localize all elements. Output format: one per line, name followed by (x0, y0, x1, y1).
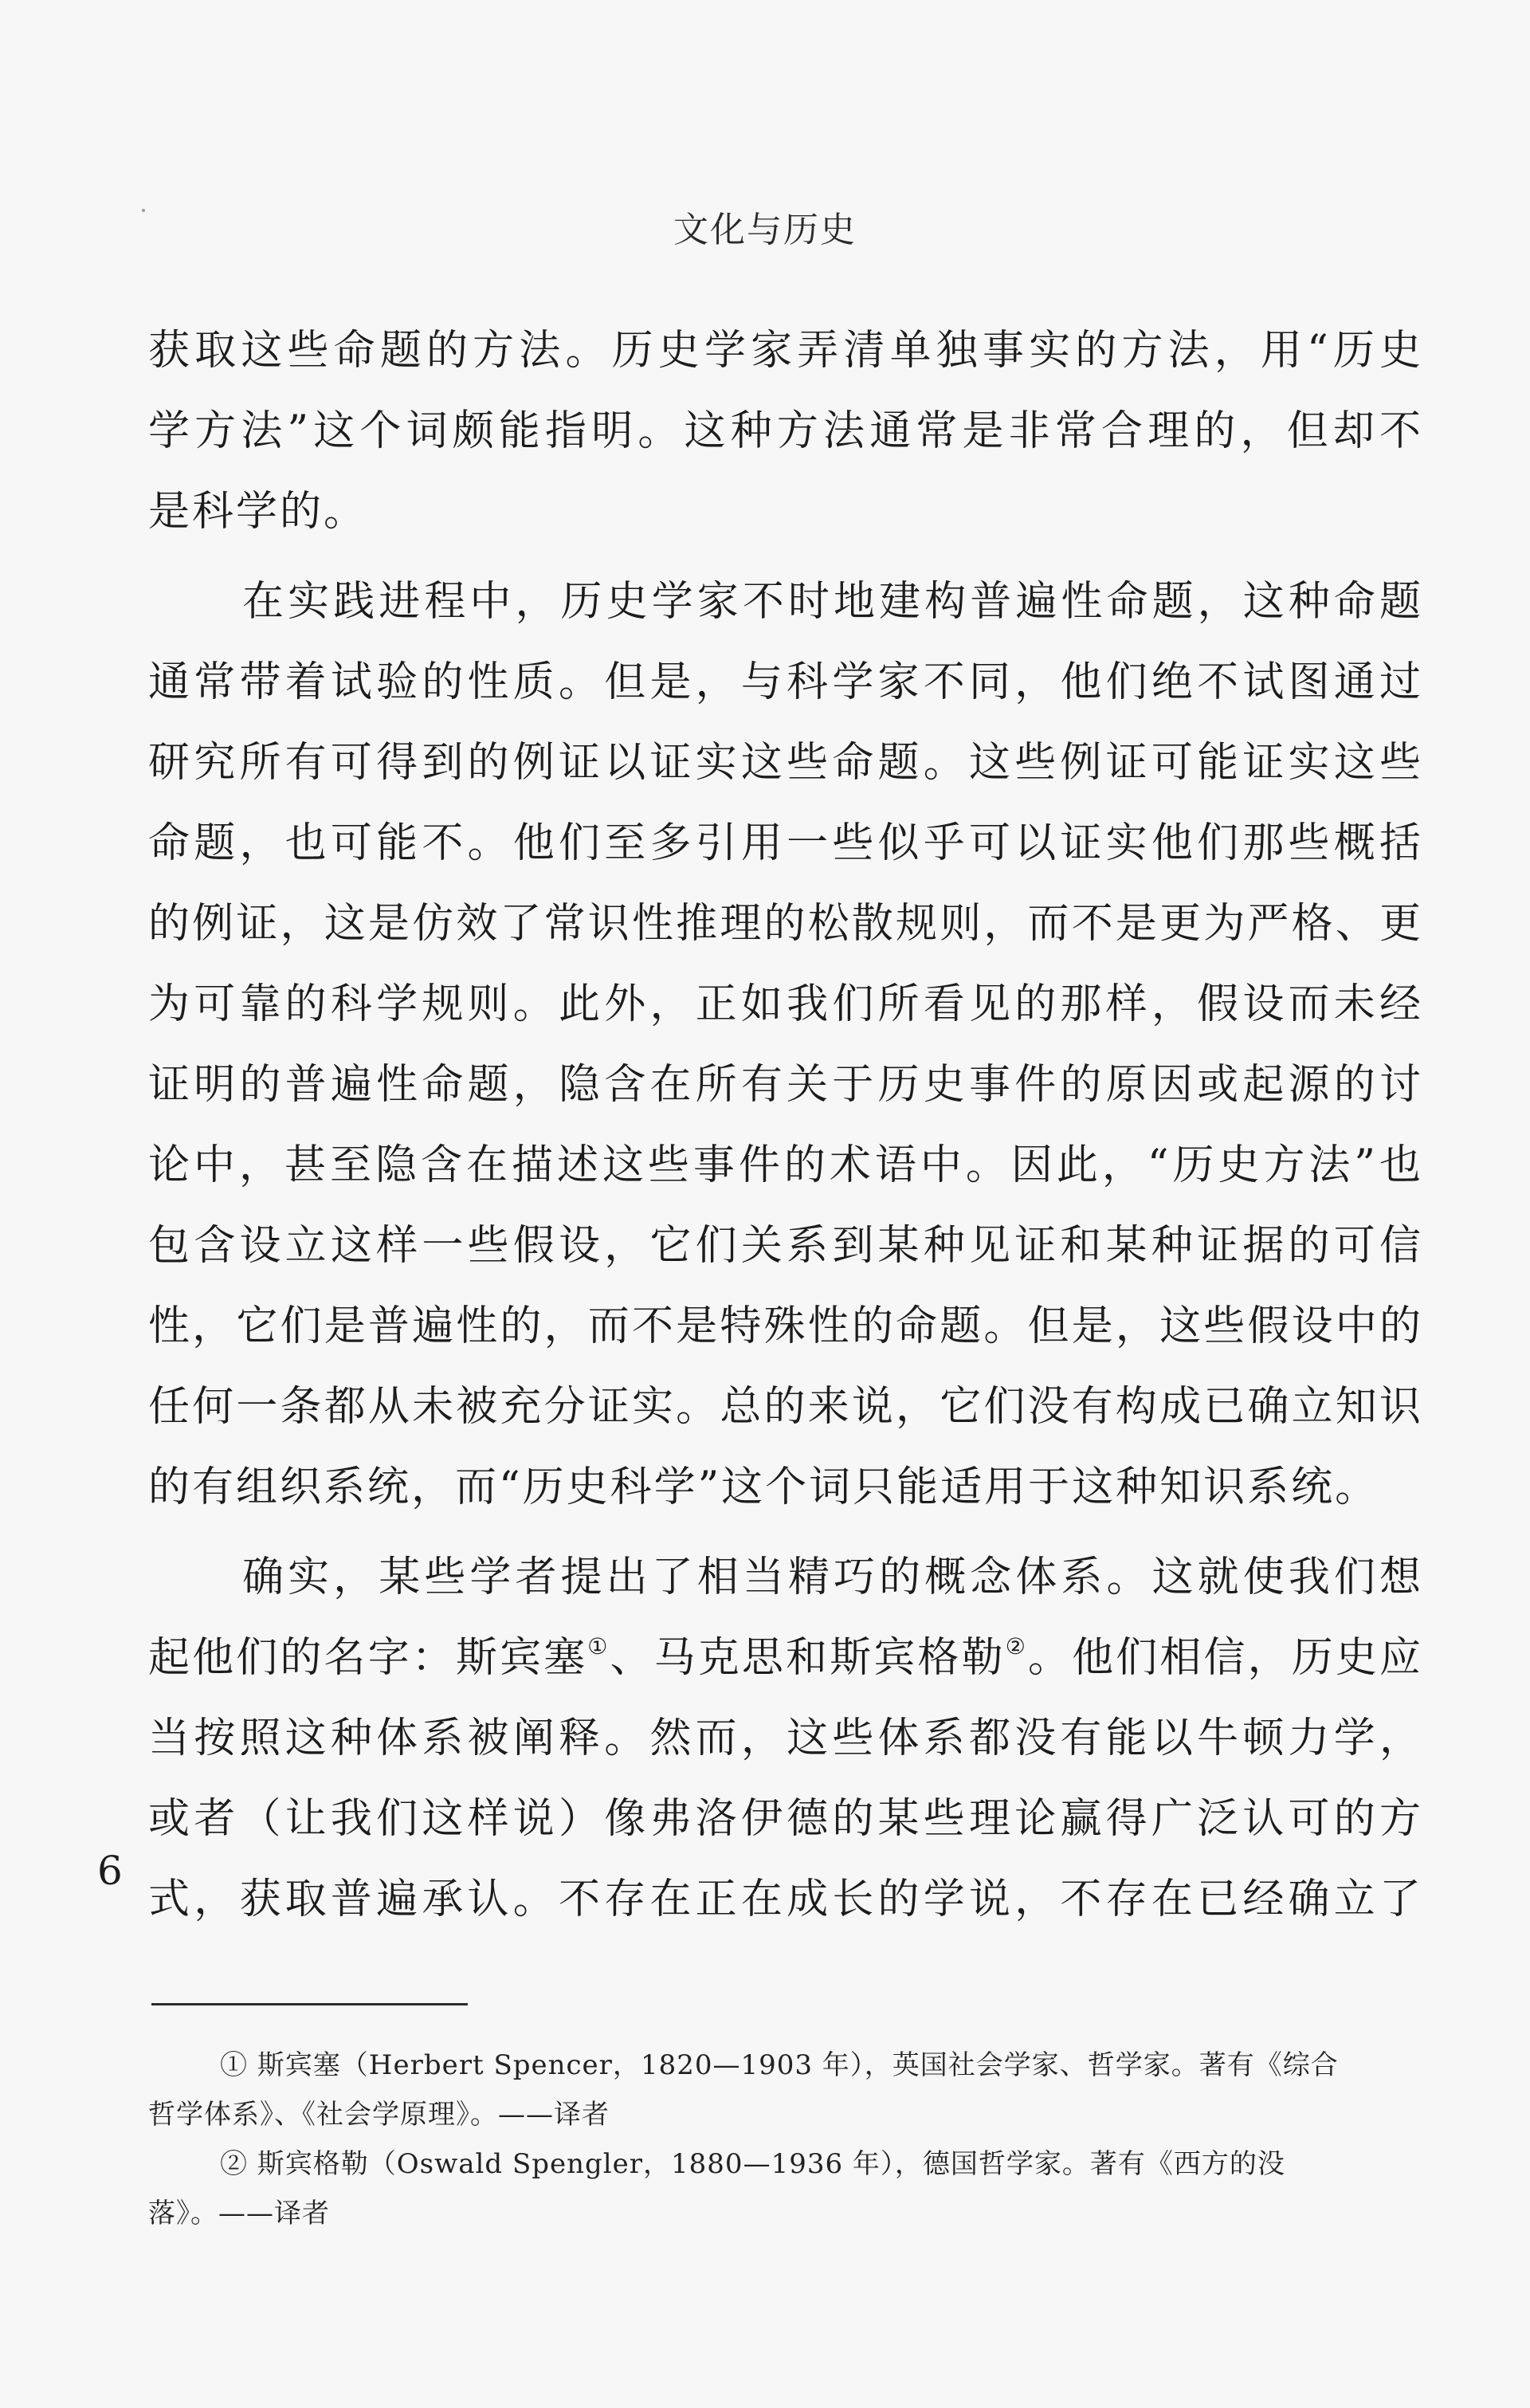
text-line: 确实，某些学者提出了相当精巧的概念体系。这就使我们想 (242, 1554, 1423, 1601)
footnote-line: 落》。——译者 (148, 2198, 330, 2229)
text-line: 是科学的。 (148, 488, 368, 536)
page-number: 6 (97, 1848, 123, 1894)
text-line: 获取这些命题的方法。历史学家弄清单独事实的方法，用“历史 (148, 327, 1423, 375)
text-line: 研究所有可得到的例证以证实这些命题。这些例证可能证实这些 (148, 739, 1423, 787)
footnote-line: ② 斯宾格勒（Oswald Spengler，1880—1936 年），德国哲学家。著有《西方的没 (220, 2148, 1285, 2180)
text-line: 学方法”这个词颇能指明。这种方法通常是非常合理的，但却不 (148, 407, 1423, 455)
text-line: 的例证，这是仿效了常识性推理的松散规则，而不是更为严格、更 (148, 900, 1423, 948)
footnote-line: 哲学体系》、《社会学原理》。——译者 (148, 2099, 610, 2131)
text-line: 当按照这种体系被阐释。然而，这些体系都没有能以牛顿力学， (148, 1715, 1423, 1762)
text-line: 通常带着试验的性质。但是，与科学家不同，他们绝不试图通过 (148, 658, 1423, 706)
footnote-marker: ② (1005, 1633, 1028, 1660)
text-line: 在实践进程中，历史学家不时地建构普遍性命题，这种命题 (242, 578, 1423, 626)
text-line: 起他们的名字：斯宾塞①、马克思和斯宾格勒②。他们相信，历史应 (148, 1633, 1423, 1682)
text-line: 任何一条都从未被充分证实。总的来说，它们没有构成已确立知识 (148, 1383, 1423, 1431)
text-line: 的有组织系统，而“历史科学”这个词只能适用于这种知识系统。 (148, 1463, 1379, 1511)
text-line: 论中，甚至隐含在描述这些事件的术语中。因此，“历史方法”也 (148, 1141, 1423, 1189)
footnotes (148, 2041, 1423, 2238)
body-text (148, 311, 1423, 1940)
text-line: 命题，也可能不。他们至多引用一些似乎可以证实他们那些概括 (148, 819, 1423, 867)
running-head: 文化与历史 (673, 210, 857, 250)
text-line: 证明的普遍性命题，隐含在所有关于历史事件的原因或起源的讨 (148, 1061, 1423, 1109)
text-line: 性，它们是普遍性的，而不是特殊性的命题。但是，这些假设中的 (148, 1302, 1423, 1350)
text-line: 包含设立这样一些假设，它们关系到某种见证和某种证据的可信 (148, 1222, 1423, 1270)
text-line: 式，获取普遍承认。不存在正在成长的学说，不存在已经确立了 (148, 1876, 1423, 1923)
footnote-marker: ① (587, 1633, 610, 1660)
text-line: 为可靠的科学规则。此外，正如我们所看见的那样，假设而未经 (148, 980, 1423, 1028)
footnote-divider (151, 2003, 468, 2005)
text-line: 或者（让我们这样说）像弗洛伊德的某些理论赢得广泛认可的方 (148, 1795, 1423, 1843)
footnote-line: ① 斯宾塞（Herbert Spencer，1820—1903 年），英国社会学家、哲学家。著有《综合 (220, 2049, 1339, 2081)
